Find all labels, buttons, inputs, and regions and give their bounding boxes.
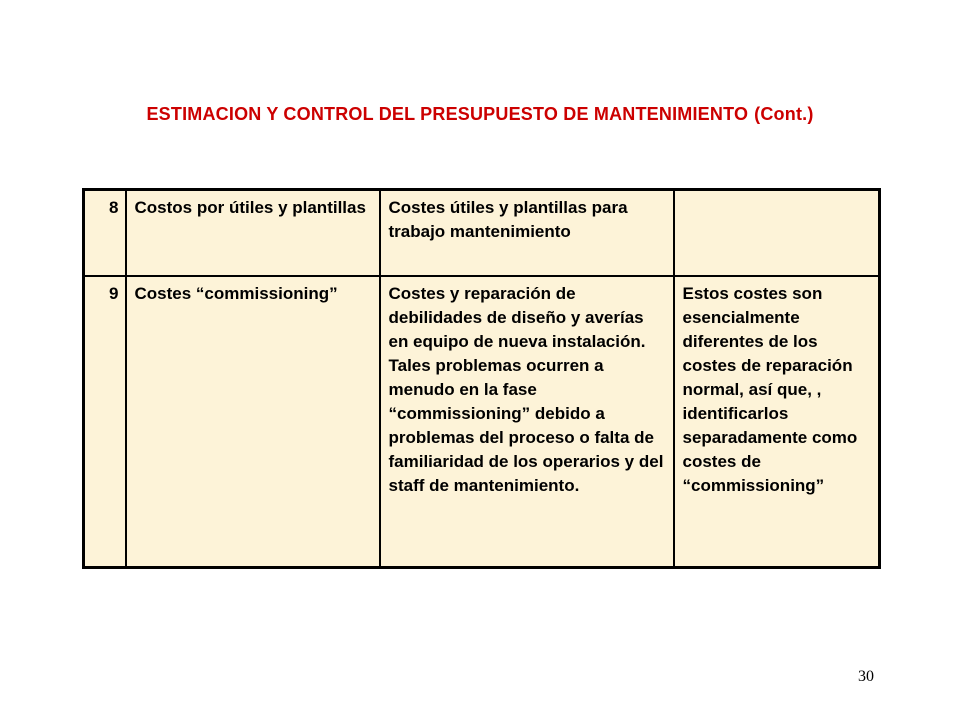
table-row <box>84 190 880 276</box>
concept-cell: Costos por útiles y plantillas <box>126 190 380 276</box>
concept-cell: Costes “commissioning” <box>126 276 380 568</box>
row-number-cell: 9 <box>84 276 126 568</box>
description-cell: Costes y reparación de debilidades de diseño y averías en equipo de nueva instalación. Tales problemas ocurren a menudo en la fase “commissioning” debido a problemas del proceso o falta de familiaridad de los operarios y del staff de mantenimiento. <box>380 276 674 568</box>
notes-cell: Estos costes son esencialmente diferentes de los costes de reparación normal, así que, , identificarlos separadamente como costes de “commissioning” <box>674 276 880 568</box>
description-cell: Costes útiles y plantillas para trabajo mantenimiento <box>380 190 674 276</box>
slide-title-main: ESTIMACION Y CONTROL DEL PRESUPUESTO DE MANTENIMIENTO <box>146 104 749 124</box>
slide-title-suffix: (Cont.) <box>754 104 814 124</box>
slide-title <box>0 104 960 125</box>
table-row <box>84 276 880 568</box>
page-number: 30 <box>858 668 874 685</box>
row-number-cell: 8 <box>84 190 126 276</box>
notes-cell <box>674 190 880 276</box>
budget-table <box>82 188 881 569</box>
